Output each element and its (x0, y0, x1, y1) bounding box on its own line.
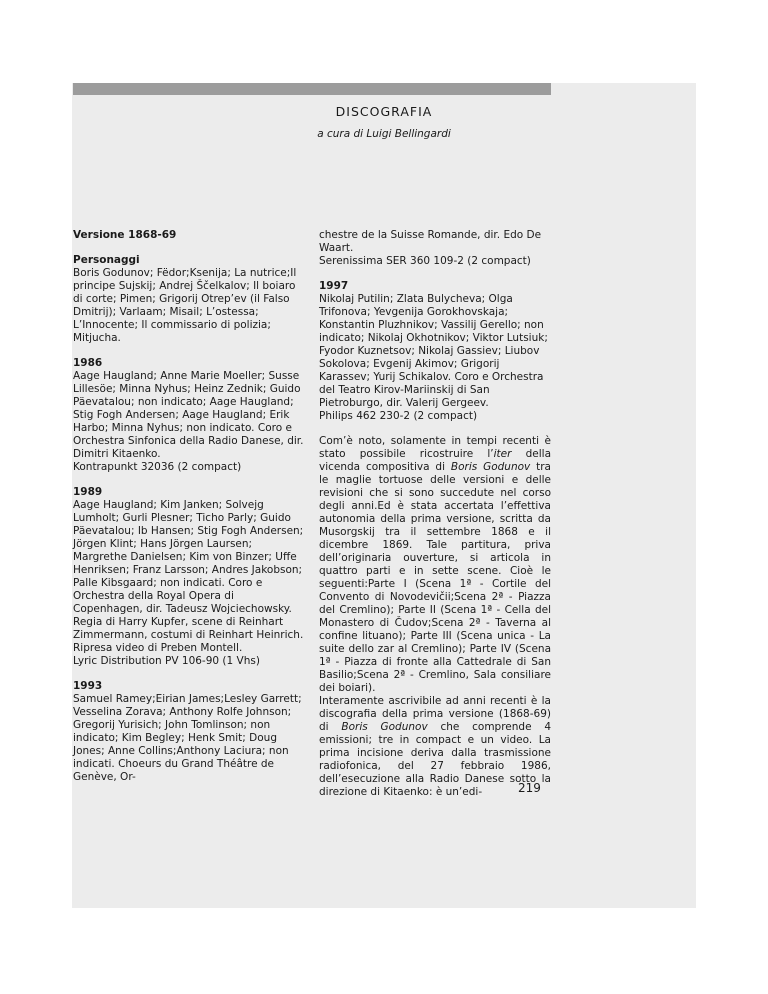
label-1986: Kontrapunkt 32036 (2 compact) (73, 461, 242, 473)
essay-paragraph-1: Com’è noto, solamente in tempi recenti è stato possibile ricostruire l’iter della vicenda compositiva di Boris Godunov tra le maglie tortuose delle versioni e delle revisioni che si sono succedute nel corso degli anni.Ed è stata accertata l’effettiva autonomia della prima versione, scritta da Musorgskij tra il settembre 1868 e il dicembre 1869. Tale partitura, priva dell’originaria ouverture, si articola in quattro parti e in sette scene. Cioè le seguenti:Parte I (Scena 1ª - Cortile del Convento di Novodevičii;Scena 2ª - Piazza del Cremlino); Parte II (Scena 1ª - Cella del Monastero di Čudov;Scena 2ª - Taverna al confine lituano); Parte III (Scena unica - La suite dello zar al Cremlino); Parte IV (Scena 1ª - Piazza di fronte alla Cattedrale di San Basilio;Scena 2ª - Cremlino, Sala consiliare dei boiari). (319, 435, 551, 694)
page-subtitle: a cura di Luigi Bellingardi (317, 128, 451, 140)
label-1993: Serenissima SER 360 109-2 (2 compact) (319, 255, 531, 267)
version-heading: Versione 1868-69 (73, 229, 177, 241)
cast-1993: Samuel Ramey;Eirian James;Lesley Garrett; Vesselina Zorava; Anthony Rolfe Johnson; Gregorij Yurisich; John Tomlinson; non indicato; Kim Begley; Henk Smit; Doug Jones; Anne Collins;Anthony Laciura; non indicati. Choeurs du Grand Théâtre de Genève, Or- (73, 693, 302, 783)
year-1997: 1997 (319, 280, 349, 292)
personaggi-text: Boris Godunov; Fëdor;Ksenija; La nutrice;Il principe Sujskij; Andrej Ščelkalov; Il boiaro di corte; Pimen; Grigorij Otrep’ev (il Falso Dmitrij); Varlaam; Misail; L’ostessa; L’Innocente; Il commissario di polizia; Mitjucha. (73, 267, 297, 344)
essay-paragraph-2: Interamente ascrivibile ad anni recenti è la discografia della prima versione (1868-69) di Boris Godunov che comprende 4 emissioni; tre in compact e un video. La prima incisione deriva dalla trasmissione radiofonica, del 27 febbraio 1986, dell’esecuzione alla Radio Danese sotto la direzione di Kitaenko: è un’edi- (319, 695, 552, 798)
cast-1989: Aage Haugland; Kim Janken; Solvejg Lumholt; Gurli Plesner; Ticho Parly; Guido Päevatalou; Ib Hansen; Stig Fogh Andersen; Jörgen Klint; Hans Jörgen Laursen; Margrethe Danielsen; Kim von Binzer; Uffe Henriksen; Franz Larsson; Andres Jakobson; Palle Kibsgaard; non indicati. Coro e Orchestra della Royal Opera di Copenhagen, dir. Tadeusz Wojciechowsky. Regia di Harry Kupfer, scene di Reinhart Zimmermann, costumi di Reinhart Heinrich. Ripresa video di Preben Montell. (73, 499, 304, 654)
label-1997: Philips 462 230-2 (2 compact) (319, 410, 478, 422)
year-1989: 1989 (73, 486, 103, 498)
personaggi-label: Personaggi (73, 254, 140, 266)
right-column (319, 229, 551, 799)
label-1989: Lyric Distribution PV 106-90 (1 Vhs) (73, 655, 260, 667)
page-title: DISCOGRAFIA (335, 104, 433, 119)
left-column (73, 229, 305, 784)
year-1986: 1986 (73, 357, 103, 369)
cast-1997: Nikolaj Putilin; Zlata Bulycheva; Olga Trifonova; Yevgenija Gorokhovskaja; Konstantin Pluzhnikov; Vassilij Gerello; non indicato; Nikolaj Okhotnikov; Viktor Lutsiuk; Fyodor Kuznetsov; Nikolaj Gassiev; Liubov Sokolova; Evgenij Akimov; Grigorij Karassev; Yurij Schikalov. Coro e Orchestra del Teatro Kirov-Mariinskij di San Pietroburgo, dir. Valerij Gergeev. (319, 293, 548, 409)
cast-1986: Aage Haugland; Anne Marie Moeller; Susse Lillesöe; Minna Nyhus; Heinz Zednik; Guido Päevatalou; non indicato; Aage Haugland; Stig Fogh Andersen; Aage Haugland; Erik Harbo; Minna Nyhus; non indicato. Coro e Orchestra Sinfonica della Radio Danese, dir. Dimitri Kitaenko. (73, 370, 304, 460)
header-rule (73, 83, 551, 95)
page-number: 219 (518, 781, 541, 795)
year-1993: 1993 (73, 680, 103, 692)
cast-1993-continued: chestre de la Suisse Romande, dir. Edo De Waart. (319, 229, 542, 254)
